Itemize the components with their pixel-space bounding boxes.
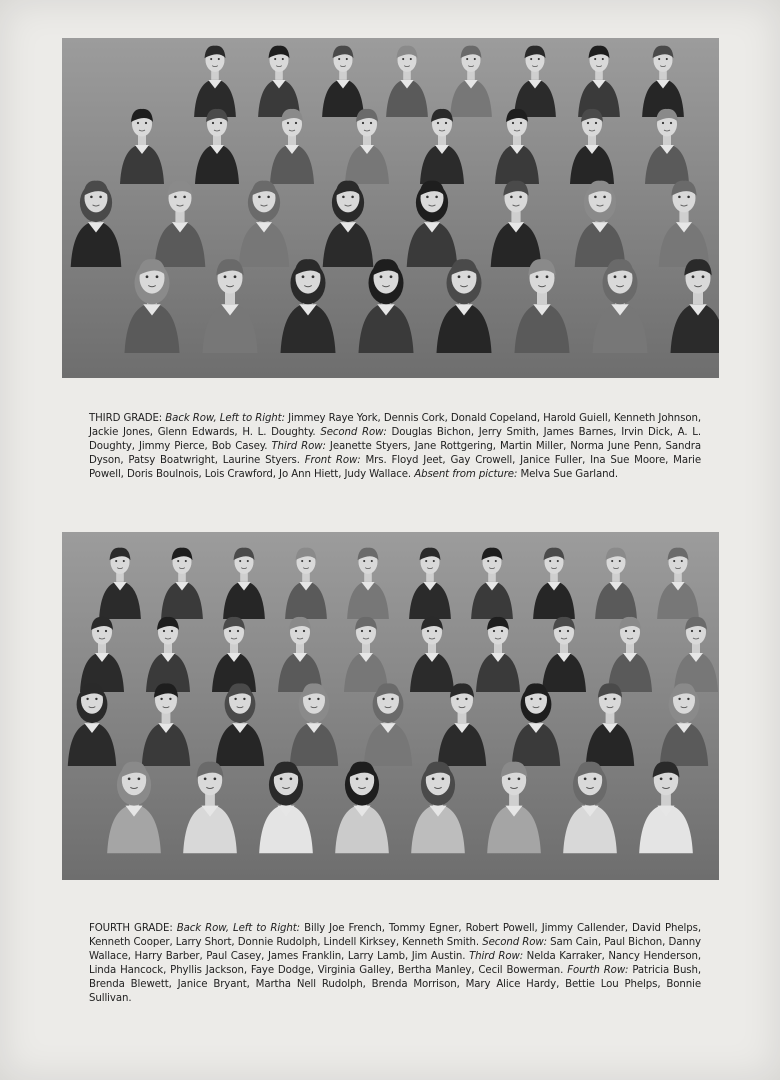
- row-heading: Back Row, Left to Right:: [165, 413, 285, 425]
- caption-text: Nelda Karraker, Nancy Henderson, Linda Hancock, Phyllis Jackson, Faye Dodge, Virginia Galley, Bertha Manley, Cecil Bowerman.: [89, 951, 702, 977]
- row-heading: Third Row:: [271, 441, 326, 453]
- caption-text: Sam Cain, Paul Bichon, Danny Wallace, Harry Barber, Paul Casey, James Franklin, Larry Lamb, Jim Austin.: [89, 937, 701, 963]
- caption-text: Mrs. Floyd Jeet, Gay Crowell, Janice Fuller, Ina Sue Moore, Marie Powell, Doris Boulnois, Lois Crawford, Jo Ann Hiett, Judy Wallace.: [89, 455, 702, 481]
- row-heading: Second Row:: [482, 937, 547, 949]
- caption-text: Jeanette Styers, Jane Rottgering, Martin Miller, Norma June Penn, Sandra Dyson, Patsy Boatwright, Laurine Styers.: [89, 441, 701, 467]
- third-grade-photo-image: [62, 38, 719, 378]
- third-grade-caption: [89, 412, 701, 482]
- row-heading: Back Row, Left to Right:: [176, 923, 301, 935]
- caption-text: Jimmey Raye York, Dennis Cork, Donald Copeland, Harold Guiell, Kenneth Johnson, Jackie Jones, Glenn Edwards, H. L. Doughty.: [89, 413, 702, 439]
- caption-text: THIRD GRADE:: [89, 413, 166, 425]
- caption-text: Douglas Bichon, Jerry Smith, James Barnes, Irvin Dick, A. L. Doughty, Jimmy Pierce, Bob Casey.: [89, 427, 701, 453]
- caption-text: FOURTH GRADE:: [89, 923, 177, 935]
- row-heading: Fourth Row:: [567, 965, 629, 977]
- caption-text: Melva Sue Garland.: [517, 469, 619, 481]
- caption-text: Billy Joe French, Tommy Egner, Robert Powell, Jimmy Callender, David Phelps, Kenneth Cooper, Larry Short, Donnie Rudolph, Lindell Kirksey, Kenneth Smith.: [89, 923, 702, 949]
- row-heading: Third Row:: [469, 951, 524, 963]
- row-heading: Absent from picture:: [414, 469, 518, 481]
- third-grade-class-photo: [62, 38, 719, 378]
- row-heading: Front Row:: [304, 455, 361, 467]
- row-heading: Second Row:: [320, 427, 387, 439]
- fourth-grade-caption: [89, 922, 701, 1006]
- caption-text: Patricia Bush, Brenda Blewett, Janice Bryant, Martha Nell Rudolph, Brenda Morrison, Mary Alice Hardy, Bettie Lou Phelps, Bonnie Sullivan.: [89, 965, 702, 1005]
- fourth-grade-photo-image: [62, 532, 719, 880]
- fourth-grade-class-photo: [62, 532, 719, 880]
